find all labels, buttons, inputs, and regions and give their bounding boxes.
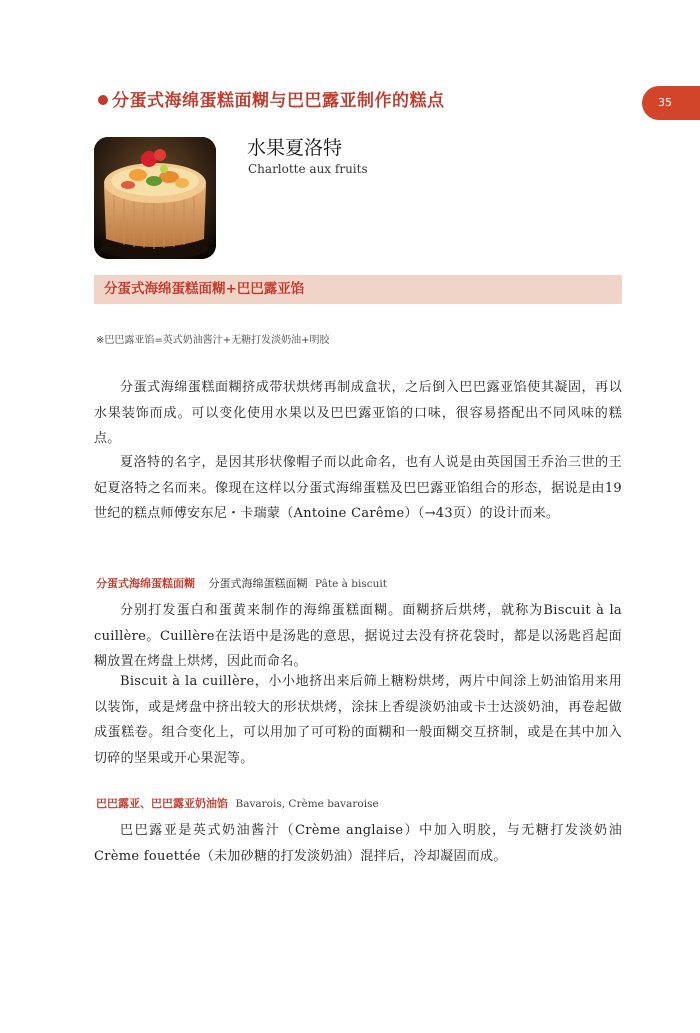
body-paragraph: 分别打发蛋白和蛋黄来制作的海绵蛋糕面糊。面糊挤后烘烤，就称为Biscuit à la cuillère。Cuillère在法语中是汤匙的意思，据说过去没有挤花袋时，都是以汤匙舀起面糊放置在烤盘上烘烤，因此而命名。 [94, 603, 622, 669]
bullet-icon [98, 95, 108, 105]
section-heading [96, 795, 379, 811]
recipe-banner: 分蛋式海绵蛋糕面糊+巴巴露亚馅 [94, 275, 622, 304]
intro-paragraph: 分蛋式海绵蛋糕面糊挤成带状烘烤再制成盒状，之后倒入巴巴露亚馅使其凝固，再以水果装饰而成。可以变化使用水果以及巴巴露亚馅的口味，很容易搭配出不同风味的糕点。 [94, 380, 622, 446]
cake-photo [94, 137, 216, 259]
ingredients-note: ※巴巴露亚馅=英式奶油酱汁+无糖打发淡奶油+明胶 [96, 335, 330, 346]
recipe-title: 水果夏洛特 [247, 137, 343, 159]
section-heading-red: 分蛋式海绵蛋糕面糊 [96, 577, 195, 590]
page-number-tab [642, 86, 700, 120]
body-paragraph: Biscuit à la cuillère，小小地挤出来后筛上糖粉烘烤，两片中间涂上奶油馅用来用以装饰，或是烤盘中挤出较大的形状烘烤，涂抹上香缇淡奶油或卡士达淡奶油，再卷起做成蛋糕卷。组合变化上，可以用加了可可粉的面糊和一般面糊交互挤制，或是在其中加入切碎的坚果或开心果泥等。 [94, 674, 622, 766]
section-heading-french: Pâte à biscuit [315, 578, 387, 590]
section-heading [96, 575, 387, 591]
section-heading-french: Bavarois, Crème bavaroise [235, 798, 379, 810]
chapter-title-text: 分蛋式海绵蛋糕面糊与巴巴露亚制作的糕点 [112, 91, 445, 111]
page-number: 35 [658, 96, 672, 109]
section-heading-red: 巴巴露亚、巴巴露亚奶油馅 [96, 797, 228, 810]
chapter-title [98, 86, 445, 111]
intro-paragraph: 夏洛特的名字，是因其形状像帽子而以此命名，也有人说是由英国国王乔治三世的王妃夏洛特之名而来。像现在这样以分蛋式海绵蛋糕及巴巴露亚馅组合的形态，据说是由19世纪的糕点师傅安东尼・卡瑞蒙（Antoine Carême）（→43页）的设计而来。 [94, 455, 622, 521]
section-heading-black: 分蛋式海绵蛋糕面糊 [208, 577, 308, 590]
recipe-subtitle: Charlotte aux fruits [248, 162, 368, 176]
body-paragraph: 巴巴露亚是英式奶油酱汁（Crème anglaise）中加入明胶，与无糖打发淡奶油Crème fouettée（未加砂糖的打发淡奶油）混拌后，冷却凝固而成。 [94, 823, 622, 864]
